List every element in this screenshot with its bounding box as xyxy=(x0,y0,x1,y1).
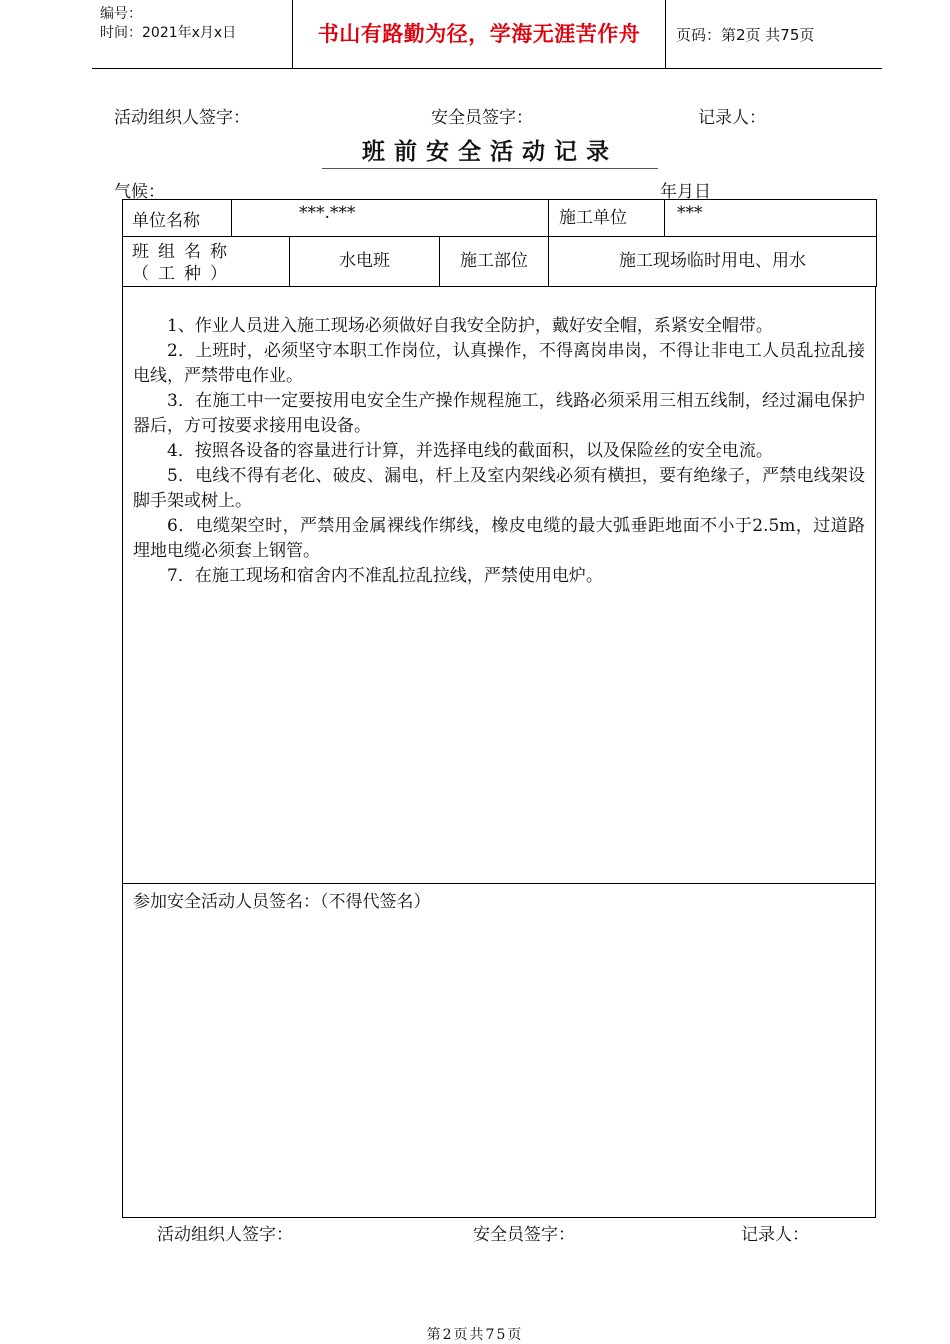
team-name-label-text: 班组名称（工种） xyxy=(132,242,236,284)
recorder-label: 记录人： xyxy=(698,108,766,128)
unit-name-value-text: ***.*** xyxy=(299,203,356,223)
header-divider xyxy=(665,0,666,68)
organizer-signature-label: 活动组织人签字： xyxy=(157,1225,293,1245)
unit-name-label xyxy=(122,199,232,237)
location-label xyxy=(439,236,549,287)
page-header xyxy=(92,0,882,69)
page-footer: 第2页共75页 xyxy=(426,1327,524,1343)
construction-unit-value-text: *** xyxy=(677,203,703,223)
safety-content-box xyxy=(122,286,876,884)
safety-officer-signature-label: 安全员签字： xyxy=(473,1225,575,1245)
unit-name-value xyxy=(231,199,549,237)
page-title: 班前安全活动记录 xyxy=(322,133,658,169)
team-name-label xyxy=(122,236,290,287)
weather-label: 气候： xyxy=(114,182,165,202)
content-item: 2．上班时，必须坚守本职工作岗位，认真操作，不得离岗串岗，不得让非电工人员乱拉乱接电线，严禁带电作业。 xyxy=(133,341,865,386)
content-item: 4．按照各设备的容量进行计算，并选择电线的截面积，以及保险丝的安全电流。 xyxy=(167,441,773,461)
page-info: 页码：第2页 共75页 xyxy=(676,26,815,44)
location-value xyxy=(548,236,877,287)
participants-label: 参加安全活动人员签名：（不得代签名） xyxy=(133,892,431,912)
participants-signature-box xyxy=(122,883,876,1218)
date-label: 年月日 xyxy=(660,182,711,202)
organizer-signature-label: 活动组织人签字： xyxy=(114,108,250,128)
header-divider xyxy=(292,0,293,68)
content-item: 1、作业人员进入施工现场必须做好自我安全防护，戴好安全帽，系紧安全帽带。 xyxy=(167,316,773,336)
team-name-value-text: 水电班 xyxy=(339,251,390,271)
content-item: 3．在施工中一定要按用电安全生产操作规程施工，线路必须采用三相五线制，经过漏电保护器后，方可按要求接用电设备。 xyxy=(133,391,865,436)
team-name-value xyxy=(289,236,440,287)
motto: 书山有路勤为径，学海无涯苦作舟 xyxy=(317,22,641,46)
construction-unit-label xyxy=(548,199,665,237)
construction-unit-value xyxy=(664,199,877,237)
number-label: 编号： xyxy=(100,6,142,22)
recorder-label: 记录人： xyxy=(741,1225,809,1245)
content-item: 7．在施工现场和宿舍内不准乱拉乱拉线，严禁使用电炉。 xyxy=(167,566,603,586)
location-value-text: 施工现场临时用电、用水 xyxy=(619,251,806,271)
content-item: 6．电缆架空时，严禁用金属裸线作绑线，橡皮电缆的最大弧垂距地面不小于2.5m，过道路埋地电缆必须套上钢管。 xyxy=(133,516,865,561)
location-label-text: 施工部位 xyxy=(460,251,528,271)
unit-name-label-text: 单位名称 xyxy=(132,211,200,231)
safety-officer-signature-label: 安全员签字： xyxy=(431,108,533,128)
content-item: 5．电线不得有老化、破皮、漏电，杆上及室内架线必须有横担，要有绝缘子，严禁电线架设脚手架或树上。 xyxy=(133,466,865,511)
construction-unit-label-text: 施工单位 xyxy=(559,208,627,228)
time-label: 时间：2021年x月x日 xyxy=(100,25,237,41)
